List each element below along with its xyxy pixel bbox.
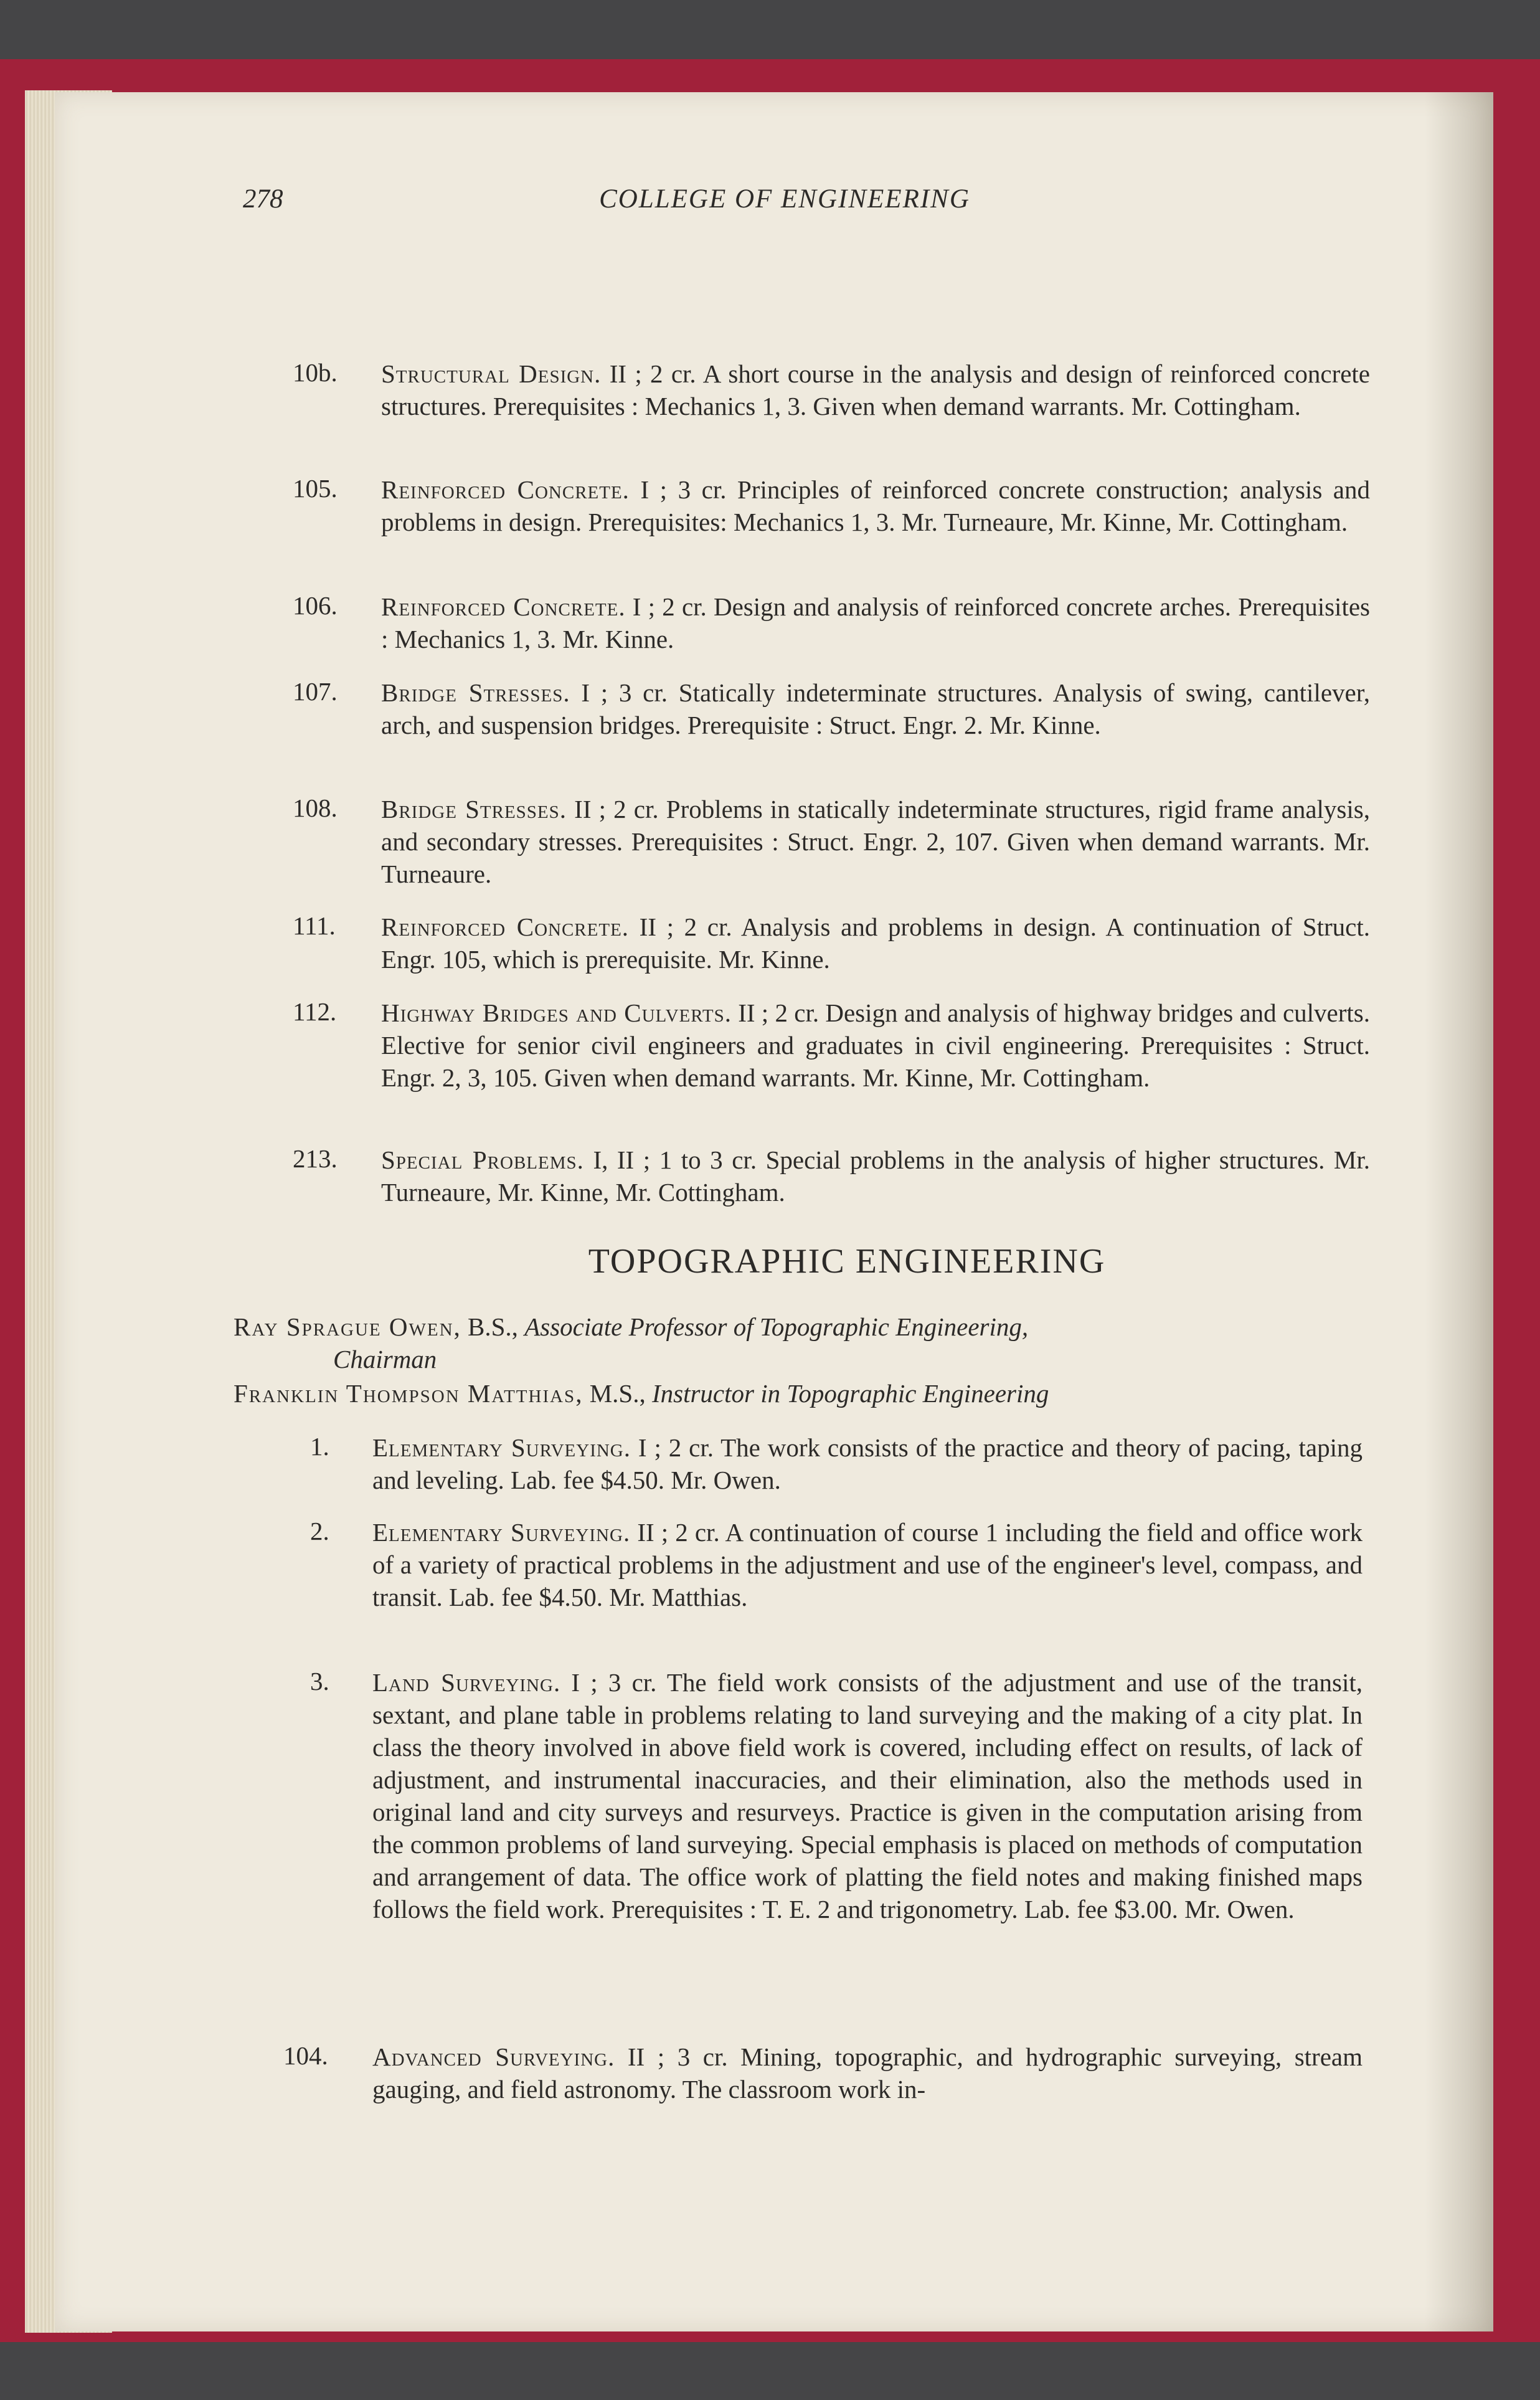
course-number: 10b. — [293, 358, 338, 387]
course-name: Highway Bridges and Culverts. — [381, 998, 732, 1027]
course-name: Advanced Surveying. — [372, 2042, 615, 2071]
course-text: I ; 2 cr. Design and analysis of reinforced concrete arches. Prerequisites : Mechanics 1, 3. Mr. Kinne. — [381, 592, 1370, 653]
course-number: 213. — [293, 1144, 338, 1173]
course-name: Structural Design. — [381, 359, 602, 388]
course-name: Reinforced Concrete. — [381, 913, 630, 941]
course-description — [381, 591, 1370, 655]
staff-name: Ray Sprague Owen, — [234, 1312, 461, 1341]
course-number: 105. — [293, 474, 338, 503]
course-number: 2. — [310, 1517, 329, 1545]
course-number: 108. — [293, 794, 338, 822]
course-name: Bridge Stresses. — [381, 678, 570, 707]
course-name: Reinforced Concrete. — [381, 592, 626, 621]
course-number: 104. — [283, 2041, 328, 2070]
course-description — [372, 1666, 1363, 1925]
course-description — [372, 1516, 1363, 1613]
course-text: I, II ; 1 to 3 cr. Special problems in the analysis of higher structures. Mr. Turneaure, Mr. Kinne, Mr. Cottingham. — [381, 1145, 1371, 1207]
page-number: 278 — [243, 184, 283, 214]
running-head-title: COLLEGE OF ENGINEERING — [599, 184, 970, 214]
course-description — [372, 1431, 1363, 1496]
course-number: 106. — [293, 591, 338, 620]
course-name: Elementary Surveying. — [372, 1433, 631, 1462]
course-text: I ; 2 cr. The work consists of the practice and theory of pacing, taping and leveling. Lab. fee $4.50. Mr. Owen. — [372, 1433, 1363, 1494]
staff-degree: M.S., — [583, 1379, 652, 1408]
course-name: Elementary Surveying. — [372, 1518, 631, 1547]
course-text: II ; 2 cr. A short course in the analysis and design of reinforced concrete structures. Prerequisites : Mechanics 1, 3. Given when demand warrants. Mr. Cottingham. — [381, 359, 1371, 420]
course-name: Bridge Stresses. — [381, 795, 567, 823]
course-description — [381, 1144, 1370, 1208]
course-number: 107. — [293, 677, 338, 706]
course-text: I ; 3 cr. The field work consists of the adjustment and use of the transit, sextant, and plane table in problems relating to land surveying and the making of a city plat. In class the theory involved in above field work is covered, including effect on results, of lack of adjustment, and instrumental inaccuracies, and their elimination, also the methods used in original land and city surveys and resurveys. Practice is given in the computation arising from the common problems of land surveying. Special emphasis is placed on methods of computation and arrangement of data. The office work of platting the field notes and making finished maps follows the field work. Prerequisites : T. E. 2 and trigonometry. Lab. fee $3.00. Mr. Owen. — [372, 1668, 1363, 1923]
section-heading: TOPOGRAPHIC ENGINEERING — [588, 1242, 1106, 1281]
staff-degree: B.S., — [461, 1312, 525, 1341]
staff-title: Associate Professor of Topographic Engineering, — [524, 1312, 1029, 1341]
course-text: II ; 2 cr. Analysis and problems in design. A continuation of Struct. Engr. 105, which is prerequisite. Mr. Kinne. — [381, 913, 1370, 974]
course-name: Reinforced Concrete. — [381, 475, 630, 504]
course-text: II ; 3 cr. Mining, topographic, and hydrographic surveying, stream gauging, and field astronomy. The classroom work in- — [372, 2042, 1363, 2104]
staff-extra: Chairman — [333, 1345, 437, 1373]
course-description — [381, 793, 1370, 890]
course-name: Land Surveying. — [372, 1668, 561, 1697]
course-text: II ; 2 cr. Problems in statically indeterminate structures, rigid frame analysis, and secondary stresses. Prerequisites : Struct. Engr. 2, 107. Given when demand warrants. Mr. Turneaure. — [381, 795, 1370, 888]
staff-name: Franklin Thompson Matthias, — [234, 1379, 583, 1408]
course-text: II ; 2 cr. Design and analysis of highway bridges and culverts. Elective for senior civil engineers and graduates in civil engineering. Prerequisites : Struct. Engr. 2, 3, 105. Given when demand warrants. Mr. Kinne, Mr. Cottingham. — [381, 998, 1370, 1092]
course-number: 111. — [293, 911, 336, 940]
course-description — [381, 358, 1370, 422]
course-description — [381, 997, 1370, 1094]
course-description — [381, 473, 1370, 538]
course-number: 3. — [310, 1667, 329, 1696]
course-number: 112. — [293, 997, 337, 1026]
running-head — [243, 184, 1326, 227]
course-text: I ; 3 cr. Principles of reinforced concrete construction; analysis and problems in design. Prerequisites: Mechanics 1, 3. Mr. Turneaure, Mr. Kinne, Mr. Cottingham. — [381, 475, 1371, 536]
staff-title: Instructor in Topographic Engineering — [651, 1379, 1049, 1408]
staff-entry — [234, 1377, 1373, 1410]
course-name: Special Problems. — [381, 1145, 584, 1174]
course-number: 1. — [310, 1432, 329, 1461]
course-text: II ; 2 cr. A continuation of course 1 including the field and office work of a variety of practical problems in the adjustment and use of the engineer's level, compass, and transit. Lab. fee $4.50. Mr. Matthias. — [372, 1518, 1363, 1611]
course-description — [381, 676, 1370, 741]
course-text: I ; 3 cr. Statically indeterminate structures. Analysis of swing, cantilever, arch, and suspension bridges. Prerequisite : Struct. Engr. 2. Mr. Kinne. — [381, 678, 1370, 739]
course-description — [381, 911, 1370, 975]
staff-entry — [234, 1311, 1373, 1375]
course-description — [372, 2041, 1363, 2105]
